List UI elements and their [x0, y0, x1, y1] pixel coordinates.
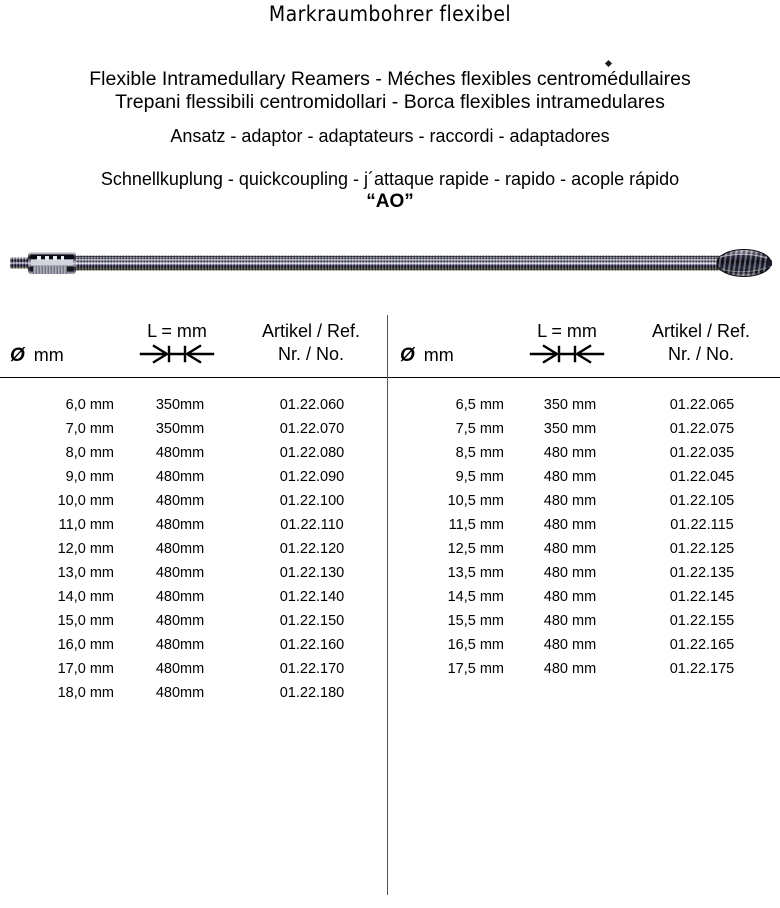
table-row: [390, 661, 780, 685]
cell-diameter: 9,5 mm: [455, 469, 504, 485]
cell-diameter: 17,5 mm: [447, 661, 504, 677]
header-diameter-left: [2, 344, 125, 367]
cell-length: 480mm: [155, 589, 205, 605]
table-row: [0, 469, 390, 493]
cell-reference-number: 01.22.130: [279, 565, 345, 581]
header-length-left: [112, 320, 242, 364]
cell-length: 480mm: [155, 469, 205, 485]
cell-reference-number: 01.22.105: [669, 493, 735, 509]
cell-diameter: 13,5 mm: [447, 565, 504, 581]
cell-length: 480mm: [155, 517, 205, 533]
cell-reference-number: 01.22.125: [669, 541, 735, 557]
table-row: [0, 541, 390, 565]
cell-reference-number: 01.22.120: [279, 541, 345, 557]
dimension-arrow-icon: [138, 344, 216, 364]
cell-length: 480 mm: [543, 565, 597, 581]
cell-diameter: 18,0 mm: [57, 685, 114, 701]
cell-reference-number: 01.22.155: [669, 613, 735, 629]
cell-diameter: 12,0 mm: [57, 541, 114, 557]
dimension-arrow-icon: [528, 344, 606, 364]
reamer-cutting-head: [717, 250, 772, 277]
cell-reference-number: 01.22.060: [279, 397, 345, 413]
cell-length: 350 mm: [543, 397, 597, 413]
cell-diameter: 10,5 mm: [447, 493, 504, 509]
header-reference-line1-right: Artikel / Ref.: [651, 321, 751, 341]
cell-length: 480 mm: [543, 661, 597, 677]
table-right: [390, 312, 780, 685]
cell-diameter: 8,5 mm: [455, 445, 504, 461]
header-length-label-left: L = mm: [147, 321, 207, 341]
table-row: [390, 421, 780, 445]
table-right-body: [390, 377, 780, 685]
reamer-shaft-coil-texture: [60, 255, 724, 271]
cell-length: 480 mm: [543, 517, 597, 533]
ao-quick-coupling: [28, 252, 76, 274]
cell-length: 480 mm: [543, 589, 597, 605]
cell-length: 480 mm: [543, 541, 597, 557]
cell-reference-number: 01.22.165: [669, 637, 735, 653]
table-row: [390, 613, 780, 637]
subtitle-line-en-fr: Flexible Intramedullary Reamers - Méches flexibles centromédullaires: [89, 68, 691, 90]
table-row: [0, 397, 390, 421]
cell-length: 480 mm: [543, 493, 597, 509]
product-photo-flexible-reamer: [4, 247, 772, 279]
header-diameter-right: [392, 344, 515, 367]
cell-reference-number: 01.22.110: [280, 517, 344, 533]
table-row: [390, 565, 780, 589]
table-row: [0, 493, 390, 517]
table-row: [390, 589, 780, 613]
cell-reference-number: 01.22.065: [669, 397, 735, 413]
table-row: [0, 589, 390, 613]
cell-diameter: 11,0 mm: [58, 517, 114, 533]
table-right-header: [390, 312, 780, 377]
cell-length: 480mm: [155, 661, 205, 677]
table-row: [390, 637, 780, 661]
cell-length: 480mm: [155, 493, 205, 509]
cell-diameter: 16,5 mm: [447, 637, 504, 653]
cell-length: 480mm: [155, 565, 205, 581]
header-reference-line1-left: Artikel / Ref.: [261, 321, 361, 341]
header-length-right: [502, 320, 632, 364]
cell-diameter: 15,5 mm: [447, 613, 504, 629]
table-row: [390, 493, 780, 517]
header-diameter-unit-left: mm: [33, 345, 64, 365]
header-reference-line2-left: Nr. / No.: [277, 344, 344, 364]
cell-diameter: 14,0 mm: [57, 589, 114, 605]
cell-reference-number: 01.22.075: [669, 421, 735, 437]
cell-reference-number: 01.22.135: [669, 565, 735, 581]
cell-reference-number: 01.22.140: [279, 589, 345, 605]
cell-diameter: 17,0 mm: [57, 661, 114, 677]
cell-diameter: 6,5 mm: [455, 397, 504, 413]
cell-length: 350mm: [155, 397, 205, 413]
header-reference-left: [236, 320, 386, 366]
cell-length: 350 mm: [543, 421, 597, 437]
cell-length: 480 mm: [543, 445, 597, 461]
coupling-line: Schnellkuplung - quickcoupling - j´attaque rapide - rapido - acople rápido: [100, 169, 680, 189]
cell-length: 480 mm: [543, 469, 597, 485]
cell-reference-number: 01.22.035: [669, 445, 735, 461]
header-reference-right: [626, 320, 776, 366]
table-left-header: [0, 312, 390, 377]
cell-reference-number: 01.22.145: [669, 589, 735, 605]
cell-length: 350mm: [155, 421, 205, 437]
cell-diameter: 12,5 mm: [447, 541, 504, 557]
cell-reference-number: 01.22.045: [669, 469, 735, 485]
cell-diameter: 6,0 mm: [65, 397, 114, 413]
ink-speck-artifact: [605, 60, 612, 67]
table-row: [0, 661, 390, 685]
table-row: [0, 445, 390, 469]
cell-diameter: 9,0 mm: [65, 469, 114, 485]
diameter-icon: Ø: [10, 345, 25, 366]
header-reference-line2-right: Nr. / No.: [667, 344, 734, 364]
cell-diameter: 7,0 mm: [65, 421, 114, 437]
cell-reference-number: 01.22.175: [669, 661, 735, 677]
cell-reference-number: 01.22.115: [670, 517, 734, 533]
table-row: [0, 685, 390, 709]
cell-length: 480mm: [155, 613, 205, 629]
cell-diameter: 7,5 mm: [455, 421, 504, 437]
cell-diameter: 10,0 mm: [57, 493, 114, 509]
cell-reference-number: 01.22.160: [279, 637, 345, 653]
cell-diameter: 14,5 mm: [447, 589, 504, 605]
table-row: [0, 565, 390, 589]
table-row: [0, 637, 390, 661]
table-row: [390, 397, 780, 421]
reamer-illustration: [4, 247, 772, 279]
cell-length: 480 mm: [543, 637, 597, 653]
cell-reference-number: 01.22.100: [279, 493, 345, 509]
cell-diameter: 13,0 mm: [57, 565, 114, 581]
subtitle-block: [0, 68, 780, 213]
cell-reference-number: 01.22.150: [279, 613, 345, 629]
subtitle-line-it-es: Trepani flessibili centromidollari - Borca flexibles intramedulares: [115, 91, 665, 113]
table-row: [390, 517, 780, 541]
page-title: Markraumbohrer flexibel: [268, 2, 512, 26]
table-row: [390, 445, 780, 469]
table-row: [0, 517, 390, 541]
adaptor-line: Ansatz - adaptor - adaptateurs - raccordi - adaptadores: [170, 126, 610, 146]
cell-diameter: 11,5 mm: [448, 517, 504, 533]
diameter-icon: Ø: [400, 345, 415, 366]
cell-length: 480 mm: [543, 613, 597, 629]
table-left-body: [0, 377, 390, 709]
table-row: [390, 541, 780, 565]
table-row: [390, 469, 780, 493]
cell-reference-number: 01.22.180: [279, 685, 345, 701]
table-row: [0, 613, 390, 637]
coupling-standard-label: “AO”: [366, 191, 414, 212]
cell-reference-number: 01.22.170: [279, 661, 345, 677]
header-length-label-right: L = mm: [537, 321, 597, 341]
cell-diameter: 8,0 mm: [65, 445, 114, 461]
cell-length: 480mm: [155, 541, 205, 557]
table-row: [0, 421, 390, 445]
cell-length: 480mm: [155, 637, 205, 653]
cell-length: 480mm: [155, 445, 205, 461]
cell-reference-number: 01.22.080: [279, 445, 345, 461]
cell-reference-number: 01.22.070: [279, 421, 345, 437]
cell-diameter: 16,0 mm: [57, 637, 114, 653]
header-diameter-unit-right: mm: [423, 345, 454, 365]
cell-length: 480mm: [155, 685, 205, 701]
cell-reference-number: 01.22.090: [279, 469, 345, 485]
cell-diameter: 15,0 mm: [57, 613, 114, 629]
table-left: [0, 312, 390, 709]
